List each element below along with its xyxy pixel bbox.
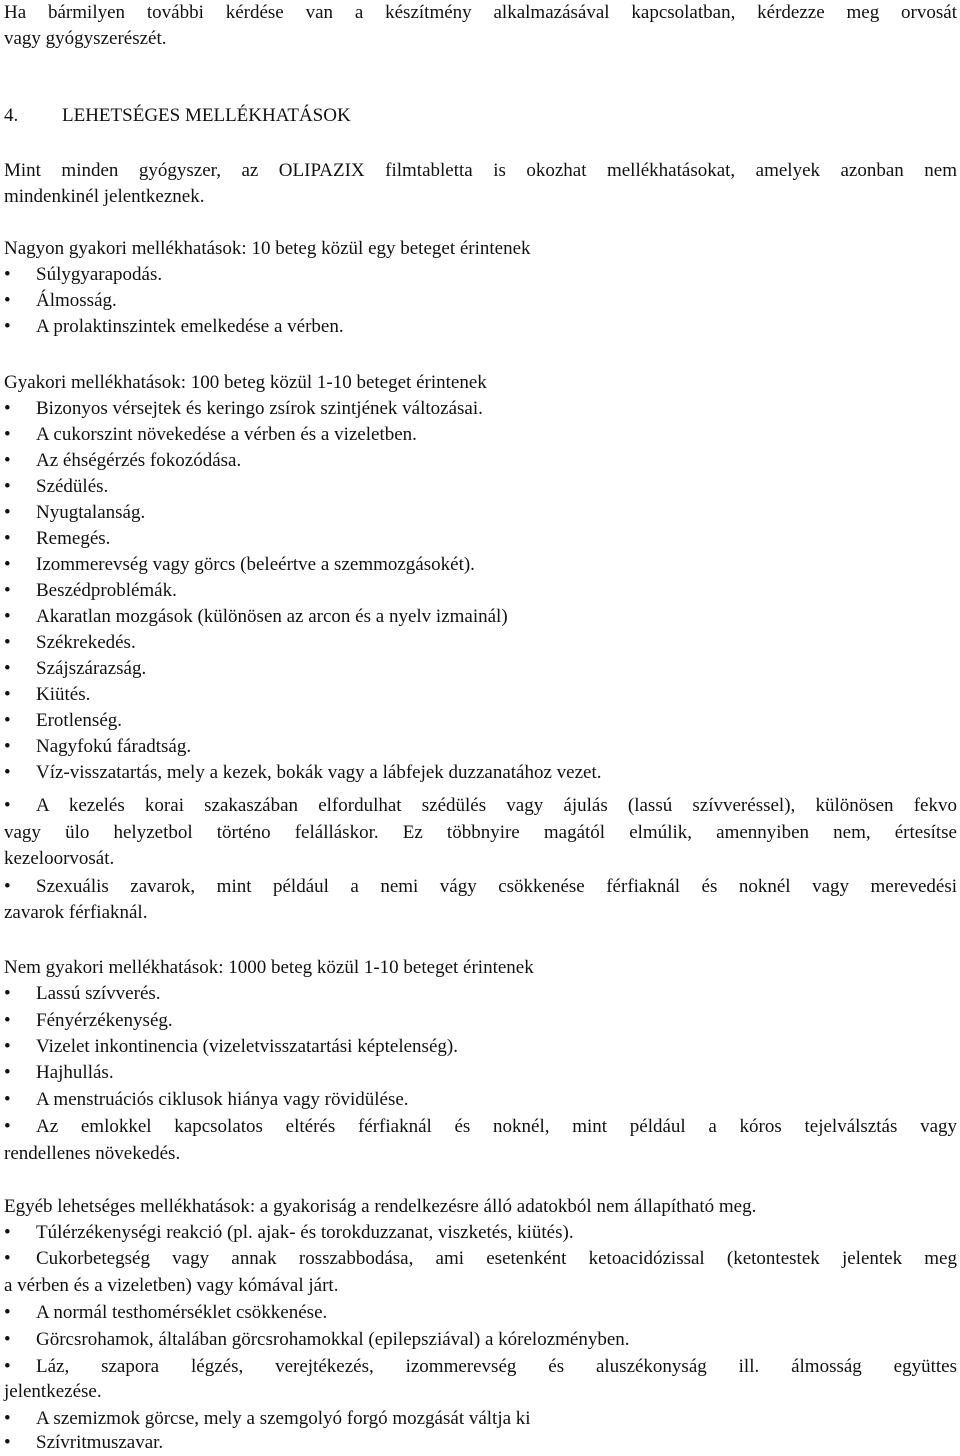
list-item-text: Nyugtalanság. [36, 502, 146, 523]
list-item-text: Az emlokkel kapcsolatos eltérés férfiaknál és noknél, mint például a kóros tejelválsztás vagy [36, 1116, 957, 1137]
bullet-icon: • [4, 876, 11, 897]
bullet-icon: • [4, 762, 11, 783]
bullet-icon: • [4, 554, 11, 575]
list-item-text: A prolaktinszintek emelkedése a vérben. [36, 316, 344, 337]
list-item-text: A cukorszint növekedése a vérben és a vizeletben. [36, 424, 417, 445]
bullet-icon: • [4, 1432, 11, 1453]
common-heading: Gyakori mellékhatások: 100 beteg közül 1-10 beteget érintenek [4, 372, 487, 393]
list-item-text: Szívritmuszavar. [36, 1432, 164, 1453]
bullet-icon: • [4, 450, 11, 471]
list-item-text: Vizelet inkontinencia (vizeletvisszatartási képtelenség). [36, 1036, 458, 1057]
other-heading: Egyéb lehetséges mellékhatások: a gyakoriság a rendelkezésre álló adatokból nem állapítható meg. [4, 1196, 757, 1217]
list-item-text: Cukorbetegség vagy annak rosszabbodása, ami esetenként ketoacidózissal (ketontestek jelentek meg [36, 1248, 957, 1269]
bullet-icon: • [4, 1089, 11, 1110]
list-item-text: Erotlenség. [36, 710, 123, 731]
bullet-icon: • [4, 1356, 11, 1377]
bullet-icon: • [4, 1329, 11, 1350]
list-item-text: Lassú szívverés. [36, 983, 161, 1004]
list-item-text: Izommerevség vagy görcs (beleértve a szemmozgásokét). [36, 554, 475, 575]
bullet-icon: • [4, 1248, 11, 1269]
bullet-icon: • [4, 736, 11, 757]
list-item-continuation: zavarok férfiaknál. [4, 902, 148, 923]
list-item-text: Bizonyos vérsejtek és keringo zsírok szintjének változásai. [36, 398, 483, 419]
list-item-continuation: rendellenes növekedés. [4, 1143, 181, 1164]
section-number: 4. [4, 105, 19, 126]
bullet-icon: • [4, 1062, 11, 1083]
bullet-icon: • [4, 528, 11, 549]
list-item-text: A normál testhomérséklet csökkenése. [36, 1302, 328, 1323]
list-item-text: Akaratlan mozgások (különösen az arcon és a nyelv izmainál) [36, 606, 508, 627]
bullet-icon: • [4, 502, 11, 523]
section-title: LEHETSÉGES MELLÉKHATÁSOK [62, 105, 351, 126]
list-item-text: Szájszárazság. [36, 658, 147, 679]
bullet-icon: • [4, 1116, 11, 1137]
bullet-icon: • [4, 710, 11, 731]
bullet-icon: • [4, 424, 11, 445]
list-item-text: Beszédproblémák. [36, 580, 177, 601]
bullet-icon: • [4, 632, 11, 653]
list-item-text: Fényérzékenység. [36, 1010, 173, 1031]
bullet-icon: • [4, 606, 11, 627]
bullet-icon: • [4, 398, 11, 419]
list-item-continuation: a vérben és a vizeletben) vagy kómával járt. [4, 1275, 339, 1296]
bullet-icon: • [4, 290, 11, 311]
uncommon-heading: Nem gyakori mellékhatások: 1000 beteg közül 1-10 beteget érintenek [4, 957, 534, 978]
list-item-continuation: vagy ülo helyzetbol történo felálláskor. Ez többnyire magától elmúlik, amennyiben nem, értesítse [4, 822, 957, 843]
list-item-text: Láz, szapora légzés, verejtékezés, izommerevség és aluszékonyság ill. álmosság együttes [36, 1356, 957, 1377]
list-item-text: A menstruációs ciklusok hiánya vagy rövidülése. [36, 1089, 409, 1110]
list-item-text: Víz-visszatartás, mely a kezek, bokák vagy a lábfejek duzzanatához vezet. [36, 762, 602, 783]
bullet-icon: • [4, 316, 11, 337]
list-item-text: Túlérzékenységi reakció (pl. ajak- és torokduzzanat, viszketés, kiütés). [36, 1222, 574, 1243]
list-item-text: Súlygyarapodás. [36, 264, 163, 285]
intro-line-1: Ha bármilyen további kérdése van a készítmény alkalmazásával kapcsolatban, kérdezze meg orvosát [4, 2, 957, 23]
bullet-icon: • [4, 684, 11, 705]
list-item-text: Álmosság. [36, 290, 117, 311]
list-item-text: A szemizmok görcse, mely a szemgolyó forgó mozgását váltja ki [36, 1408, 531, 1429]
list-item-text: A kezelés korai szakaszában elfordulhat szédülés vagy ájulás (lassú szívveréssel), különösen fekvo [36, 795, 957, 816]
bullet-icon: • [4, 1302, 11, 1323]
list-item-text: Remegés. [36, 528, 111, 549]
bullet-icon: • [4, 580, 11, 601]
intro-line-2: vagy gyógyszerészét. [4, 28, 167, 49]
very-common-heading: Nagyon gyakori mellékhatások: 10 beteg közül egy beteget érintenek [4, 238, 531, 259]
bullet-icon: • [4, 1010, 11, 1031]
list-item-text: Kiütés. [36, 684, 91, 705]
list-item-continuation: jelentkezése. [4, 1381, 102, 1402]
list-item-text: Görcsrohamok, általában görcsrohamokkal (epilepsziával) a kórelozményben. [36, 1329, 630, 1350]
bullet-icon: • [4, 983, 11, 1004]
list-item-text: Székrekedés. [36, 632, 136, 653]
section-lead-line-1: Mint minden gyógyszer, az OLIPAZIX filmtabletta is okozhat mellékhatásokat, amelyek azonban nem [4, 160, 957, 181]
list-item-text: Szédülés. [36, 476, 109, 497]
list-item-text: Hajhullás. [36, 1062, 114, 1083]
section-lead-line-2: mindenkinél jelentkeznek. [4, 186, 205, 207]
list-item-continuation: kezeloorvosát. [4, 848, 115, 869]
list-item-text: Az éhségérzés fokozódása. [36, 450, 242, 471]
bullet-icon: • [4, 1222, 11, 1243]
bullet-icon: • [4, 795, 11, 816]
bullet-icon: • [4, 476, 11, 497]
bullet-icon: • [4, 658, 11, 679]
bullet-icon: • [4, 1036, 11, 1057]
list-item-text: Szexuális zavarok, mint például a nemi vágy csökkenése férfiaknál és noknél vagy merevedési [36, 876, 957, 897]
bullet-icon: • [4, 1408, 11, 1429]
bullet-icon: • [4, 264, 11, 285]
list-item-text: Nagyfokú fáradtság. [36, 736, 192, 757]
